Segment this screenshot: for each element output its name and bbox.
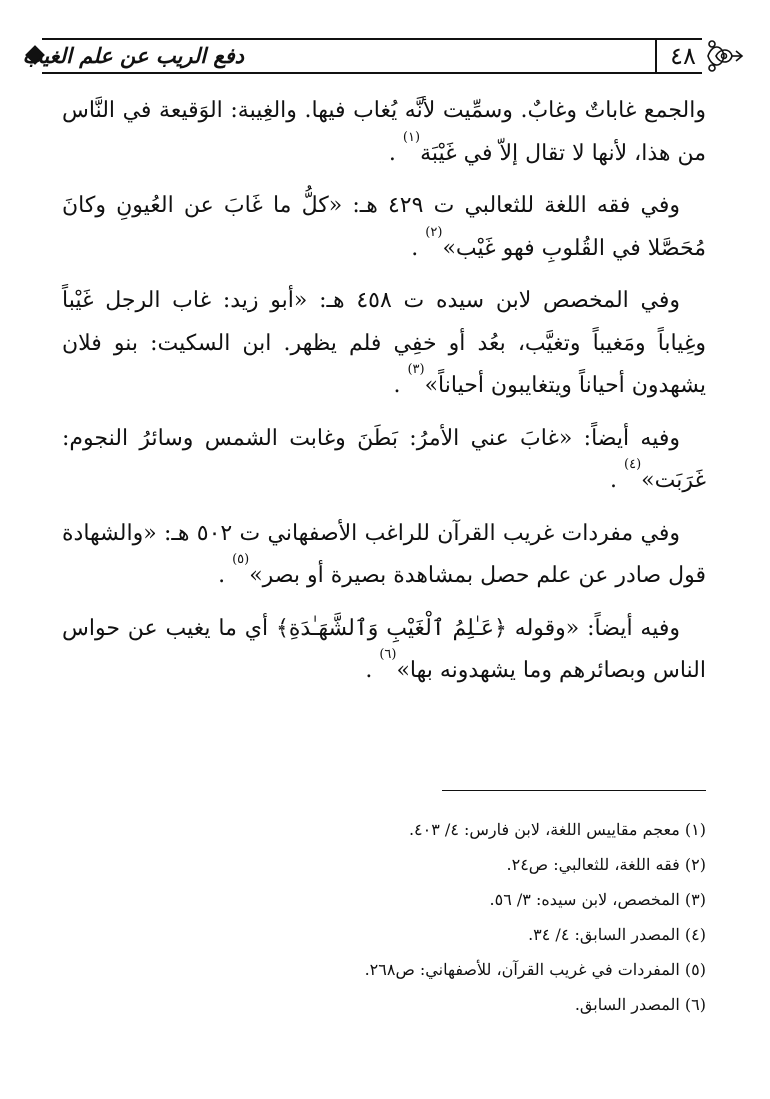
footnote-3: (٣) المخصص، لابن سيده: ٣/ ٥٦.: [489, 890, 706, 909]
footnote-ref[interactable]: (٥): [232, 552, 250, 567]
paragraph-5: [62, 513, 706, 598]
paragraph-6: [62, 608, 706, 693]
footnote-ref[interactable]: (٣): [407, 362, 425, 377]
floral-ornament-icon: [700, 36, 744, 76]
footnote-ref[interactable]: (٦): [379, 647, 397, 662]
footnotes: [62, 812, 706, 1022]
footnote-ref[interactable]: (٤): [624, 457, 642, 472]
paragraph-text: وفي المخصص لابن سيده ت ٤٥٨ هـ: «أبو زيد: غاب الرجل غَيْباً وغِياباً ومَغيباً وتغيَّب، بعُد أو خفِي فلم يظهر. ابن السكيت: بنو فلان يشهدون أحياناً ويتغايبون أحياناً»: [62, 288, 706, 398]
footnote-4: (٤) المصدر السابق: ٤/ ٣٤.: [528, 925, 706, 944]
header-divider: [655, 38, 657, 74]
paragraph-text: وفي مفردات غريب القرآن للراغب الأصفهاني ت ٥٠٢ هـ: «والشهادة قول صادر عن علم حصل بمشاهدة بصيرة أو بصر»: [62, 520, 706, 588]
main-text: [62, 90, 706, 693]
paragraph-3: [62, 280, 706, 408]
footnote-6: (٦) المصدر السابق.: [574, 995, 706, 1014]
footnote-ref[interactable]: (١): [402, 129, 421, 145]
header-bottom-rule: [42, 72, 702, 74]
footnote-2: (٢) فقه اللغة، للثعالبي: ص٢٤.: [506, 855, 706, 874]
paragraph-tail: .: [218, 563, 226, 588]
footnote-5: (٥) المفردات في غريب القرآن، للأصفهاني: ص٢٦٨.: [364, 960, 706, 979]
paragraph-1: [62, 90, 706, 175]
running-title: دفع الريب عن علم الغيب: [22, 43, 244, 68]
paragraph-tail: .: [610, 468, 618, 493]
paragraph-tail: .: [388, 140, 396, 166]
footnote-1: (١) معجم مقاييس اللغة، لابن فارس: ٤/ ٤٠٣.: [408, 820, 706, 839]
page-header: [22, 36, 742, 76]
paragraph-text: وفيه أيضاً: «وقوله ﴿عَـٰلِمُ ٱلْغَيْبِ وَٱلشَّهَـٰدَةِ﴾ أي ما يغيب عن حواس الناس وبصائرهم وما يشهدونه بها»: [62, 615, 706, 683]
paragraph-tail: .: [393, 373, 401, 398]
paragraph-tail: .: [411, 235, 419, 261]
footnote-ref[interactable]: (٢): [425, 224, 443, 240]
footnote-separator: [442, 790, 706, 791]
paragraph-tail: .: [365, 658, 373, 683]
paragraph-text: والجمع غاباتٌ وغابٌ. وسمِّيت لأنَّه يُغاب فيها. والغِيبة: الوَقيعة في النَّاس من هذا، لأنها لا تقال إلاّ في غَيْبَة: [62, 98, 706, 166]
paragraph-text: وفي فقه اللغة للثعالبي ت ٤٢٩ هـ: «كلُّ ما غَابَ عن العُيونِ وكانَ مُحَصَّلا في القُلوبِ فهو غَيْب»: [62, 193, 706, 261]
paragraph-text: وفيه أيضاً: «غابَ عني الأمرُ: بَطَنَ وغابت الشمس وسائرُ النجوم: غَرَبَت»: [62, 425, 706, 493]
page-number: ٤٨: [670, 42, 696, 70]
paragraph-4: [62, 418, 706, 503]
paragraph-2: [62, 185, 706, 270]
